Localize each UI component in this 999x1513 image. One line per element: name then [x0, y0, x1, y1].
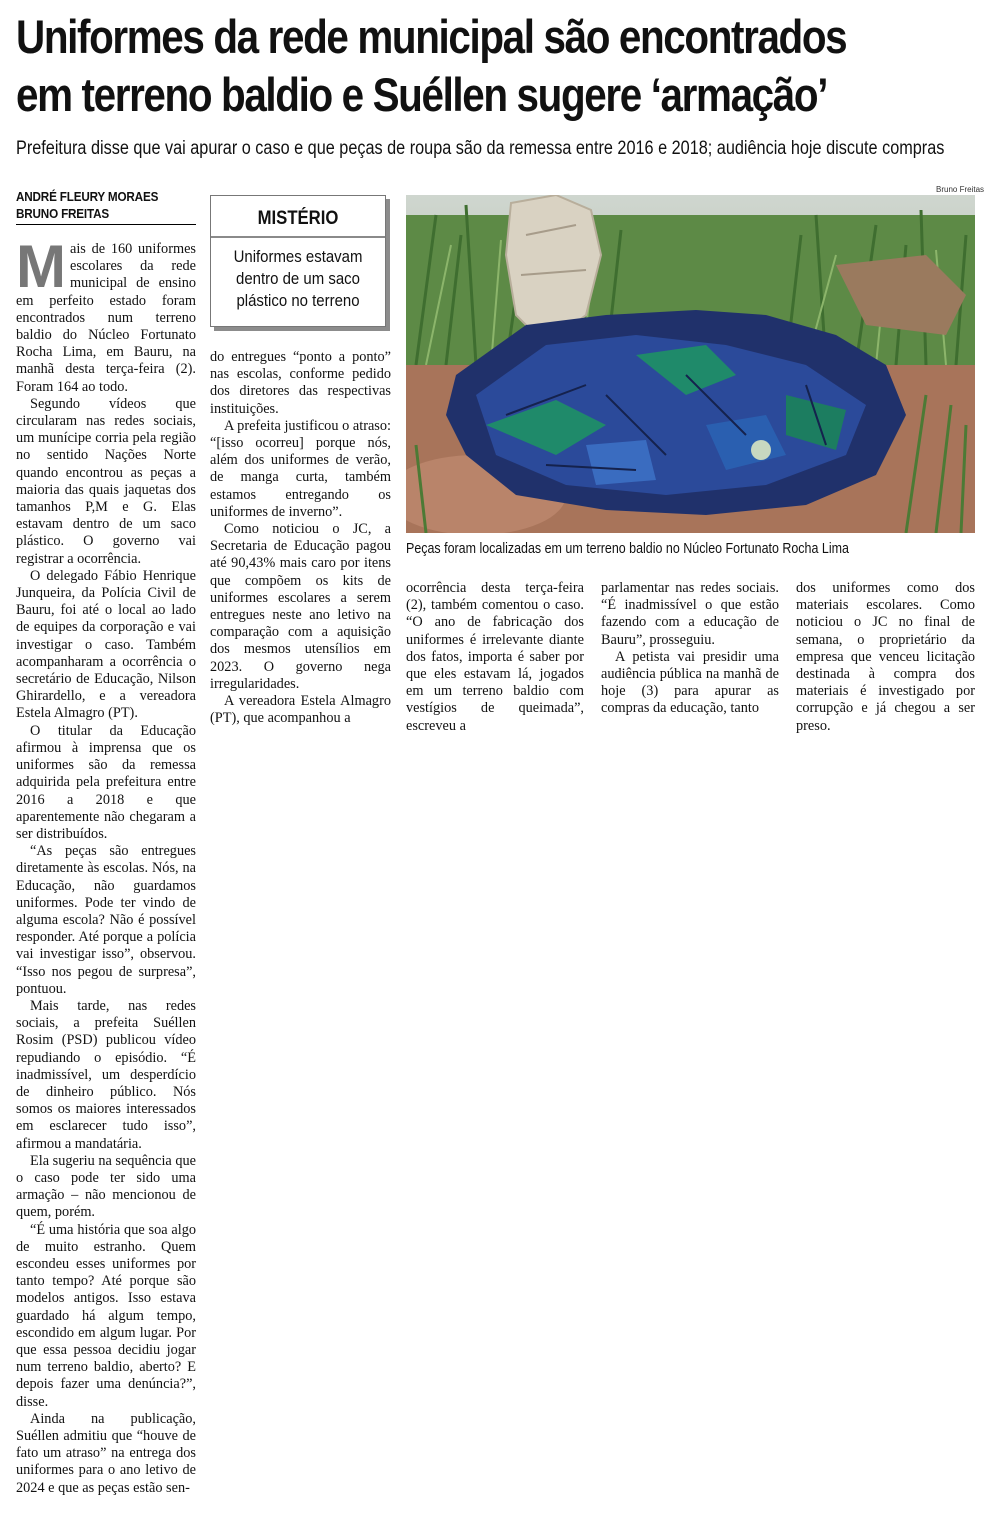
paragraph: dos uniformes como dos materiais escolares. Como noticiou o JC no final de semana, o proprietário da empresa que venceu licitação destinada à compra dos materiais é investigado por corrupção e já chegou a ser preso. — [796, 580, 975, 734]
paragraph: ocorrência desta terça-feira (2), também comentou o caso. “O ano de fabricação dos uniformes é irrelevante diante dos fatos, importa é saber por que eles estavam lá, jogados em um terreno baldio com vestígios de queimada”, escreveu a — [406, 580, 584, 734]
paragraph: O delegado Fábio Henrique Junqueira, da Polícia Civil de Bauru, foi até o local ao lado de equipes da corporação e vai investigar o caso. Também acompanharam a ocorrência o secretário de Educação, Nilson Ghirardello, e a vereadora Estela Almagro (PT). — [16, 567, 196, 722]
paragraph: “É uma história que soa algo de muito estranho. Quem escondeu esses uniformes por tanto tempo? Até porque são modelos antigos. Isso estava guardado há algum tempo, escondido em algum lugar. Por que essa pessoa decidiu jogar num terreno baldio, aberto? E depois fazer uma denúncia?”, disse. — [16, 1221, 196, 1410]
paragraph: A petista vai presidir uma audiência pública na manhã de hoje (3) para apurar as compras da educação, tanto — [601, 648, 779, 717]
paragraph: Como noticiou o JC, a Secretaria de Educação pagou até 90,43% mais caro por itens que compõem os kits de uniformes escolares a serem entregues neste ano letivo na comparação com a aquisição dos mesmos utensílios em 2023. O governo nega irregularidades. — [210, 521, 391, 692]
article-column-4 — [601, 580, 779, 718]
headline-line-2: em terreno baldio e Suéllen sugere ‘armação’ — [16, 68, 828, 121]
subheadline: Prefeitura disse que vai apurar o caso e que peças de roupa são da remessa entre 2016 e 2018; audiência hoje discute compras — [16, 138, 945, 159]
byline — [16, 188, 196, 225]
drop-cap: M — [16, 233, 66, 300]
photo-illustration — [406, 195, 975, 533]
highlight-box — [210, 195, 386, 327]
paragraph: A prefeita justificou o atraso: “[isso ocorreu] porque nós, além dos uniformes de verão, de manga curta, também estamos entregando os uniformes de inverno”. — [210, 417, 391, 520]
author-1: ANDRÉ FLEURY MORAES — [16, 189, 159, 204]
paragraph: Ainda na publicação, Suéllen admitiu que “houve de fato um atraso” na entrega dos uniformes para o ano letivo de 2024 e que as peças estão sen- — [16, 1410, 196, 1496]
photo-credit: Bruno Freitas — [936, 185, 985, 194]
article-column-1 — [16, 233, 196, 1497]
author-2: BRUNO FREITAS — [16, 206, 109, 221]
headline-line-1: Uniformes da rede municipal são encontrados — [16, 10, 847, 63]
paragraph: A vereadora Estela Almagro (PT), que acompanhou a — [210, 693, 391, 727]
paragraph: ais de 160 uniformes escolares da rede municipal de ensino em perfeito estado foram encontrados num terreno baldio do Núcleo Fortunato Rocha Lima, em Bauru, na manhã desta terça-feira (2). Foram 164 ao todo. — [16, 241, 196, 395]
highlight-kicker: MISTÉRIO — [257, 208, 339, 229]
article-column-5 — [796, 580, 975, 735]
paragraph: Mais tarde, nas redes sociais, a prefeita Suéllen Rosim (PSD) publicou vídeo repudiando o episódio. “É inadmissível, um desperdício de dinheiro público. Nós somos os maiores interessados em esclarecer tudo isso”, afirmou a mandatária. — [16, 997, 196, 1152]
headline — [16, 8, 848, 124]
paragraph: Segundo vídeos que circularam nas redes sociais, um munícipe corria pela região no sentido Nações Norte quando encontrou as peças a maioria das quais jaquetas dos tamanhos P,M e G. Elas estavam dentro de um saco plástico. O governo vai registrar a ocorrência. — [16, 395, 196, 567]
paragraph: Ela sugeriu na sequência que o caso pode ter sido uma armação – não mencionou de quem, porém. — [16, 1152, 196, 1221]
paragraph: parlamentar nas redes sociais. “É inadmissível o que estão fazendo com a educação de Bauru”, prosseguiu. — [601, 580, 779, 648]
paragraph: do entregues “ponto a ponto” nas escolas, conforme pedido dos diretores das respectivas instituições. — [210, 349, 391, 417]
highlight-divider — [211, 236, 385, 238]
photo-caption: Peças foram localizadas em um terreno baldio no Núcleo Fortunato Rocha Lima — [406, 541, 849, 557]
highlight-text: Uniformes estavam dentro de um saco plástico no terreno — [233, 247, 363, 310]
photo-uniforms-pile — [406, 195, 975, 533]
article-column-3 — [406, 580, 584, 735]
paragraph: O titular da Educação afirmou à imprensa que os uniformes são da remessa adquirida pela prefeitura entre 2016 a 2018 e que aparentemente não chegaram a ser distribuídos. — [16, 722, 196, 842]
article-column-2 — [210, 349, 391, 727]
paragraph: “As peças são entregues diretamente às escolas. Nós, na Educação, não guardamos uniformes. Pode ter vindo de alguma escola? Não é possível responder. Até porque a polícia vai investigar isso”, observou. “Isso nos pegou de surpresa”, pontuou. — [16, 843, 196, 997]
